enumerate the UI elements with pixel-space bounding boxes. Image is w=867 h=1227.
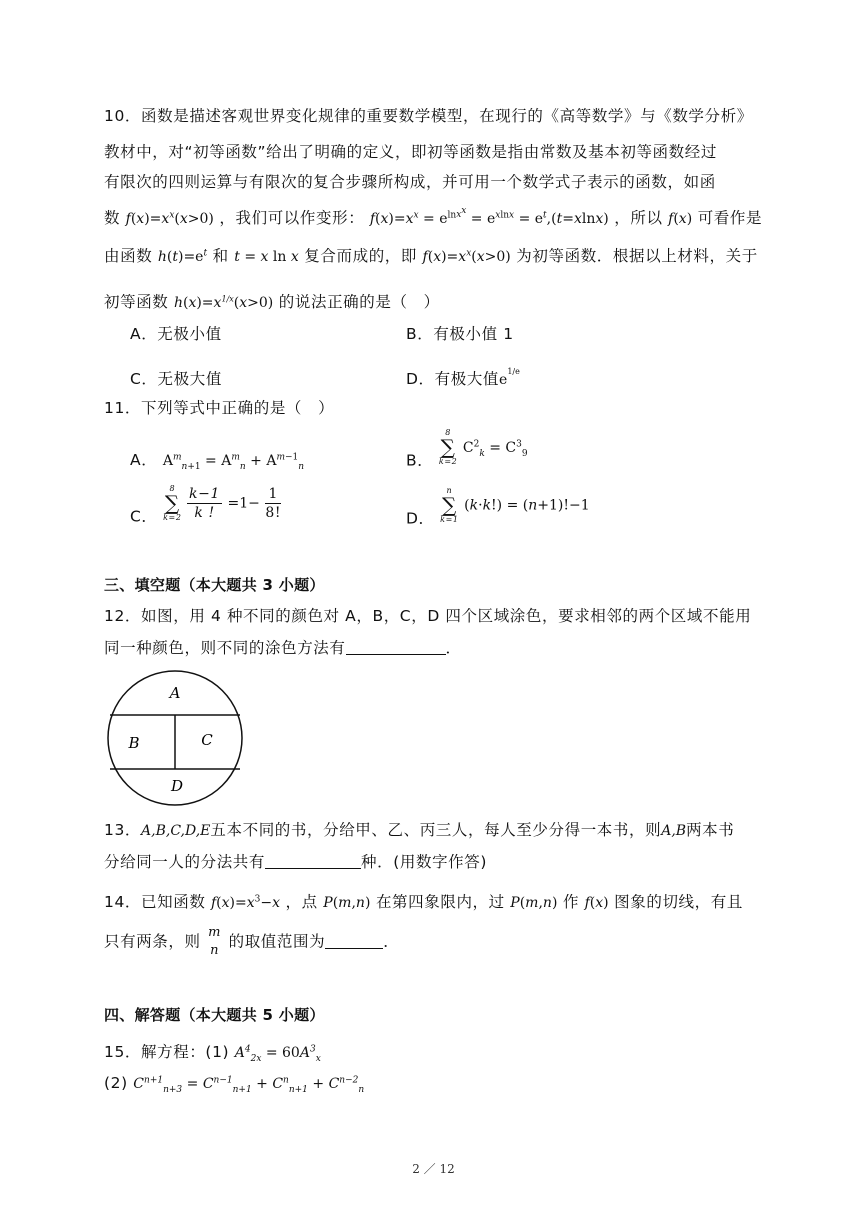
q14-line-2 <box>104 924 399 960</box>
q11-option-c-eq: =1− <box>227 495 260 512</box>
q14-formula-fx: f <box>210 895 217 911</box>
q10-formula-fx-3: f <box>422 249 428 265</box>
q12-line-2 <box>104 636 462 658</box>
q10-option-c[interactable]: C．无极大值 <box>130 370 222 388</box>
q13-text: 五本不同的书，分给甲、乙、丙三人，每人至少分得一本书，则 <box>210 821 662 839</box>
q10-formula-hx: h <box>173 295 183 311</box>
q10-text: 和 <box>212 247 229 265</box>
q10-text: 可看作是 <box>697 209 763 227</box>
q10-line-1: 10．函数是描述客观世界变化规律的重要数学模型，在现行的《高等数学》与《数学分析》 <box>104 107 753 125</box>
q11-option-b-sum: 8 ∑ k=2 <box>438 428 458 466</box>
q14-text: 14．已知函数 <box>104 893 206 911</box>
q12-region-c: C <box>201 731 213 749</box>
q13-answer-blank[interactable] <box>265 854 361 869</box>
q12-line-1: 12．如图，用 4 种不同的颜色对 A，B，C，D 四个区域涂色，要求相邻的两个区域不能用 <box>104 607 752 625</box>
q14-text: 的取值范围为 <box>228 932 326 951</box>
page-number: 2 ／ 12 <box>412 1162 455 1176</box>
q13-line-1 <box>104 818 734 840</box>
q11-option-d-formula: (k·k!) = (n+1)!−1 <box>464 497 590 514</box>
q10-option-d[interactable] <box>406 367 520 389</box>
q14-answer-blank[interactable] <box>325 934 383 949</box>
q13-text: 两本书 <box>686 821 735 839</box>
q11-option-d-label: D． <box>406 509 435 528</box>
q10-formula-fx: f <box>125 211 131 227</box>
q15-text: (2) <box>104 1074 128 1092</box>
q11-option-a[interactable] <box>130 448 304 470</box>
q13-text: 分给同一人的分法共有 <box>104 853 266 871</box>
q14-point-p: P <box>323 895 333 911</box>
q15-text: 15．解方程：(1) <box>104 1043 230 1061</box>
q11-option-d-sum: n ∑ k=1 <box>440 486 459 524</box>
q14-point-p-2: P <box>510 895 520 911</box>
q10-option-a[interactable]: A．无极小值 <box>130 325 222 343</box>
q11-option-b-label: B． <box>406 451 434 470</box>
q10-text: 为初等函数．根据以上材料，关于 <box>516 247 758 265</box>
q11-option-c-frac-1: $\frac{k-1}{k !}$ <box>189 485 220 521</box>
q10-formula-fx-2: f <box>668 211 674 227</box>
q10-option-b[interactable]: B．有极小值 1 <box>406 325 514 343</box>
q12-region-a: A <box>169 684 181 702</box>
q10-formula-transform: f <box>369 211 376 227</box>
q12-region-d: D <box>170 777 184 795</box>
q12-period: ． <box>445 639 462 657</box>
q14-line-1: 14．已知函数 $f(x)=x^3-x$ ，点 P(m,n) 在第四象限内，过 P(m,n) 作 f(x) 图象的切线，有且 <box>104 893 743 911</box>
q15-line-1: 15．解方程：(1) $A^4_{2x} = 60A^3_x$ <box>104 1043 321 1064</box>
q12-region-b: B <box>128 734 140 752</box>
q10-text: 由函数 <box>104 247 153 265</box>
q13-line-2 <box>104 850 487 872</box>
q11-option-c[interactable] <box>130 484 281 527</box>
q14-period: ． <box>383 932 400 951</box>
q15-equation-2: $C^{n+1}_{n+3}$ <box>133 1075 183 1095</box>
q10-line-6: 初等函数 $h(x)=x^{1/x}(x>0)$ 的说法正确的是（ ） <box>104 293 440 311</box>
q10-option-d-formula: $e^{1/e}$ <box>499 367 520 388</box>
q14-text: 作 <box>562 893 580 911</box>
q14-text: 在第四象限内，过 <box>375 893 505 911</box>
q11-option-b[interactable] <box>406 428 528 471</box>
q10-text: ，所以 <box>614 209 663 227</box>
q14-text: 图象的切线，有且 <box>614 893 743 911</box>
q11-stem: 11．下列等式中正确的是（ ） <box>104 399 335 417</box>
section-3-title: 三、填空题（本大题共 3 小题） <box>104 576 325 594</box>
q13-number: 13． <box>104 821 142 839</box>
q10-text: 复合而成的，即 <box>304 247 417 265</box>
q11-option-a-formula: $A^m_{n+1} = A^m_n + A^{m-1}_n$ <box>162 452 305 472</box>
q12-text: 同一种颜色，则不同的涂色方法有 <box>104 639 346 657</box>
q11-option-b-formula: $C^2_k = C^3_9$ <box>462 438 528 459</box>
q10-option-d-label: D．有极大值 <box>406 370 500 388</box>
q11-option-c-frac-2: $\frac{1}{8!}$ <box>265 485 282 521</box>
q11-option-a-label: A． <box>130 451 158 469</box>
q10-text: 初等函数 <box>104 293 169 311</box>
q10-text: 数 <box>104 209 121 227</box>
q10-formula-ht: h <box>157 249 167 265</box>
q12-circle-diagram <box>104 670 246 806</box>
q15-equation-1: $A^4_{2x}$ <box>234 1044 262 1064</box>
q10-text: ，我们可以作变形： <box>219 209 365 227</box>
q10-line-2: 教材中，对“初等函数”给出了明确的定义，即初等函数是指由常数及基本初等函数经过 <box>104 143 717 161</box>
q15-line-2: (2) $C^{n+1}_{n+3} = C^{n-1}_{n+1} + C^n_{n+1} + C^{n-2}_n$ <box>104 1074 365 1095</box>
q11-option-c-sum: 8 ∑ k=2 <box>163 484 182 522</box>
q14-text: ，点 <box>285 893 318 911</box>
q14-frac-m-n: m n <box>208 925 222 958</box>
q12-answer-blank[interactable] <box>346 640 446 655</box>
q13-books: A,B,C,D,E <box>141 823 211 839</box>
q10-line-4: 数 $f(x)=x^x(x>0)$ ，我们可以作变形： $f(x)=x^x = e^{lnx^x} = e^{xlnx} = e^t,(t=xlnx)$ ，所以 f(x) 可看作是 <box>104 206 763 227</box>
q14-formula-fx-2: f <box>584 895 590 911</box>
q10-line-3: 有限次的四则运算与有限次的复合步骤所构成，并可用一个数学式子表示的函数，如函 <box>104 173 716 191</box>
q14-text: 只有两条，则 <box>104 932 201 951</box>
q11-option-c-label: C． <box>130 507 158 526</box>
q10-formula-t: t <box>234 249 240 265</box>
q10-text: 的说法正确的是（ ） <box>278 293 440 311</box>
section-4-title: 四、解答题（本大题共 5 小题） <box>104 1006 325 1024</box>
q13-books-ab: A,B <box>661 823 687 839</box>
q11-option-d[interactable] <box>406 486 590 529</box>
q10-line-5: 由函数 $h(t)=e^t$ 和 t = x ln x 复合而成的，即 $f(x)=x^x(x>0)$ 为初等函数．根据以上材料，关于 <box>104 247 758 265</box>
q13-text: 种．(用数字作答) <box>361 853 488 871</box>
